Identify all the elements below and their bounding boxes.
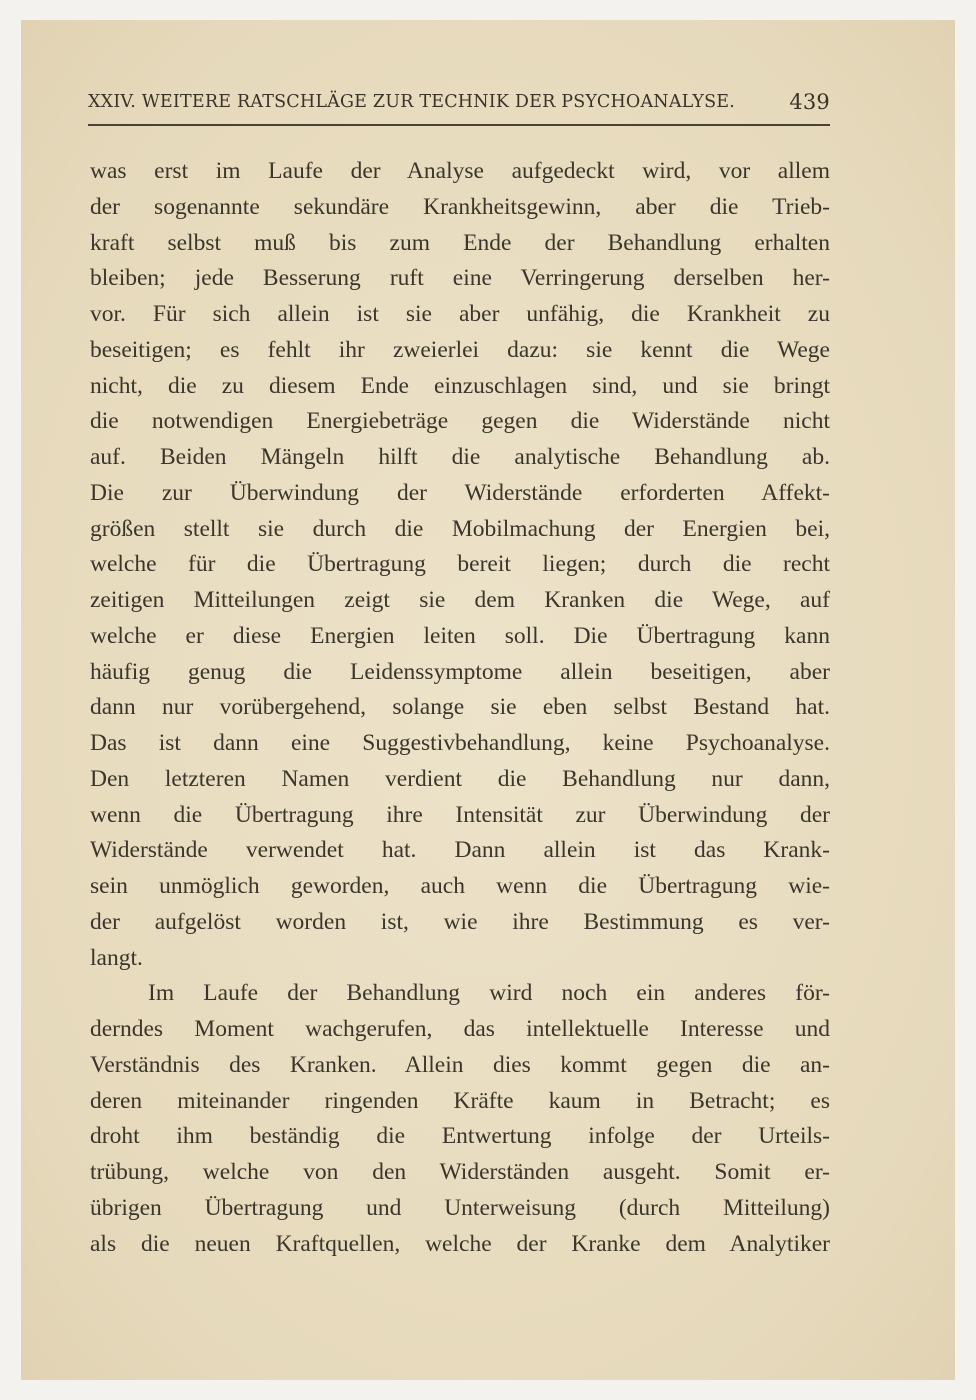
page-number: 439 [789,90,830,114]
text-line: der aufgelöst worden ist, wie ihre Bestimmung es ver- [90,908,830,935]
text-line: droht ihm beständig die Entwertung infolge der Urteils- [90,1123,830,1150]
text-line: was erst im Laufe der Analyse aufgedeckt wird, vor allem [90,158,830,184]
text-line: dann nur vorübergehend, solange sie eben selbst Bestand hat. [90,694,830,721]
text-line: Im Laufe der Behandlung wird noch ein anderes för- [148,980,830,1007]
text-line: häufig genug die Leidenssymptome allein beseitigen, aber [90,658,830,685]
text-line: übrigen Übertragung und Unterweisung (durch Mitteilung) [90,1194,830,1221]
text-line: der sogenannte sekundäre Krankheitsgewinn, aber die Trieb- [90,193,830,220]
text-line: vor. Für sich allein ist sie aber unfähig, die Krankheit zu [90,301,830,327]
text-line: Verständnis des Kranken. Allein dies kommt gegen die an- [90,1051,830,1078]
text-line: welche für die Übertragung bereit liegen; durch die recht [90,551,830,578]
text-line: wenn die Übertragung ihre Intensität zur Überwindung der [90,801,830,828]
text-line: die notwendigen Energiebeträge gegen die Widerstände nicht [90,408,830,435]
text-line: welche er diese Energien leiten soll. Die Übertragung kann [90,622,830,649]
text-line: deren miteinander ringenden Kräfte kaum in Betracht; es [90,1087,830,1114]
text-line: Widerstände verwendet hat. Dann allein ist das Krank- [90,837,830,864]
text-line: kraft selbst muß bis zum Ende der Behandlung erhalten [90,229,830,256]
text-line: als die neuen Kraftquellen, welche der Kranke dem Analytiker [90,1230,830,1257]
header-rule [88,124,830,126]
text-line: bleiben; jede Besserung ruft eine Verringerung derselben her- [90,265,830,292]
text-line: derndes Moment wachgerufen, das intellektuelle Interesse und [90,1016,830,1042]
text-line: trübung, welche von den Widerständen ausgeht. Somit er- [90,1159,830,1185]
chapter-title: XXIV. WEITERE RATSCHLÄGE ZUR TECHNIK DER PSYCHOANALYSE. [88,92,736,112]
text-line: größen stellt sie durch die Mobilmachung der Energien bei, [90,515,830,542]
text-line: langt. [90,944,143,971]
text-line: Das ist dann eine Suggestivbehandlung, keine Psychoanalyse. [90,730,830,756]
text-line: nicht, die zu diesem Ende einzuschlagen sind, und sie bringt [90,372,830,399]
text-line: zeitigen Mitteilungen zeigt sie dem Kranken die Wege, auf [90,587,830,613]
text-line: auf. Beiden Mängeln hilft die analytische Behandlung ab. [90,444,830,470]
running-header [88,90,830,118]
text-line: Die zur Überwindung der Widerstände erforderten Affekt- [90,479,830,506]
text-line: Den letzteren Namen verdient die Behandlung nur dann, [90,765,830,792]
body-text [90,154,830,1262]
text-line: sein unmöglich geworden, auch wenn die Übertragung wie- [90,873,830,899]
text-line: beseitigen; es fehlt ihr zweierlei dazu: sie kennt die Wege [90,336,830,363]
